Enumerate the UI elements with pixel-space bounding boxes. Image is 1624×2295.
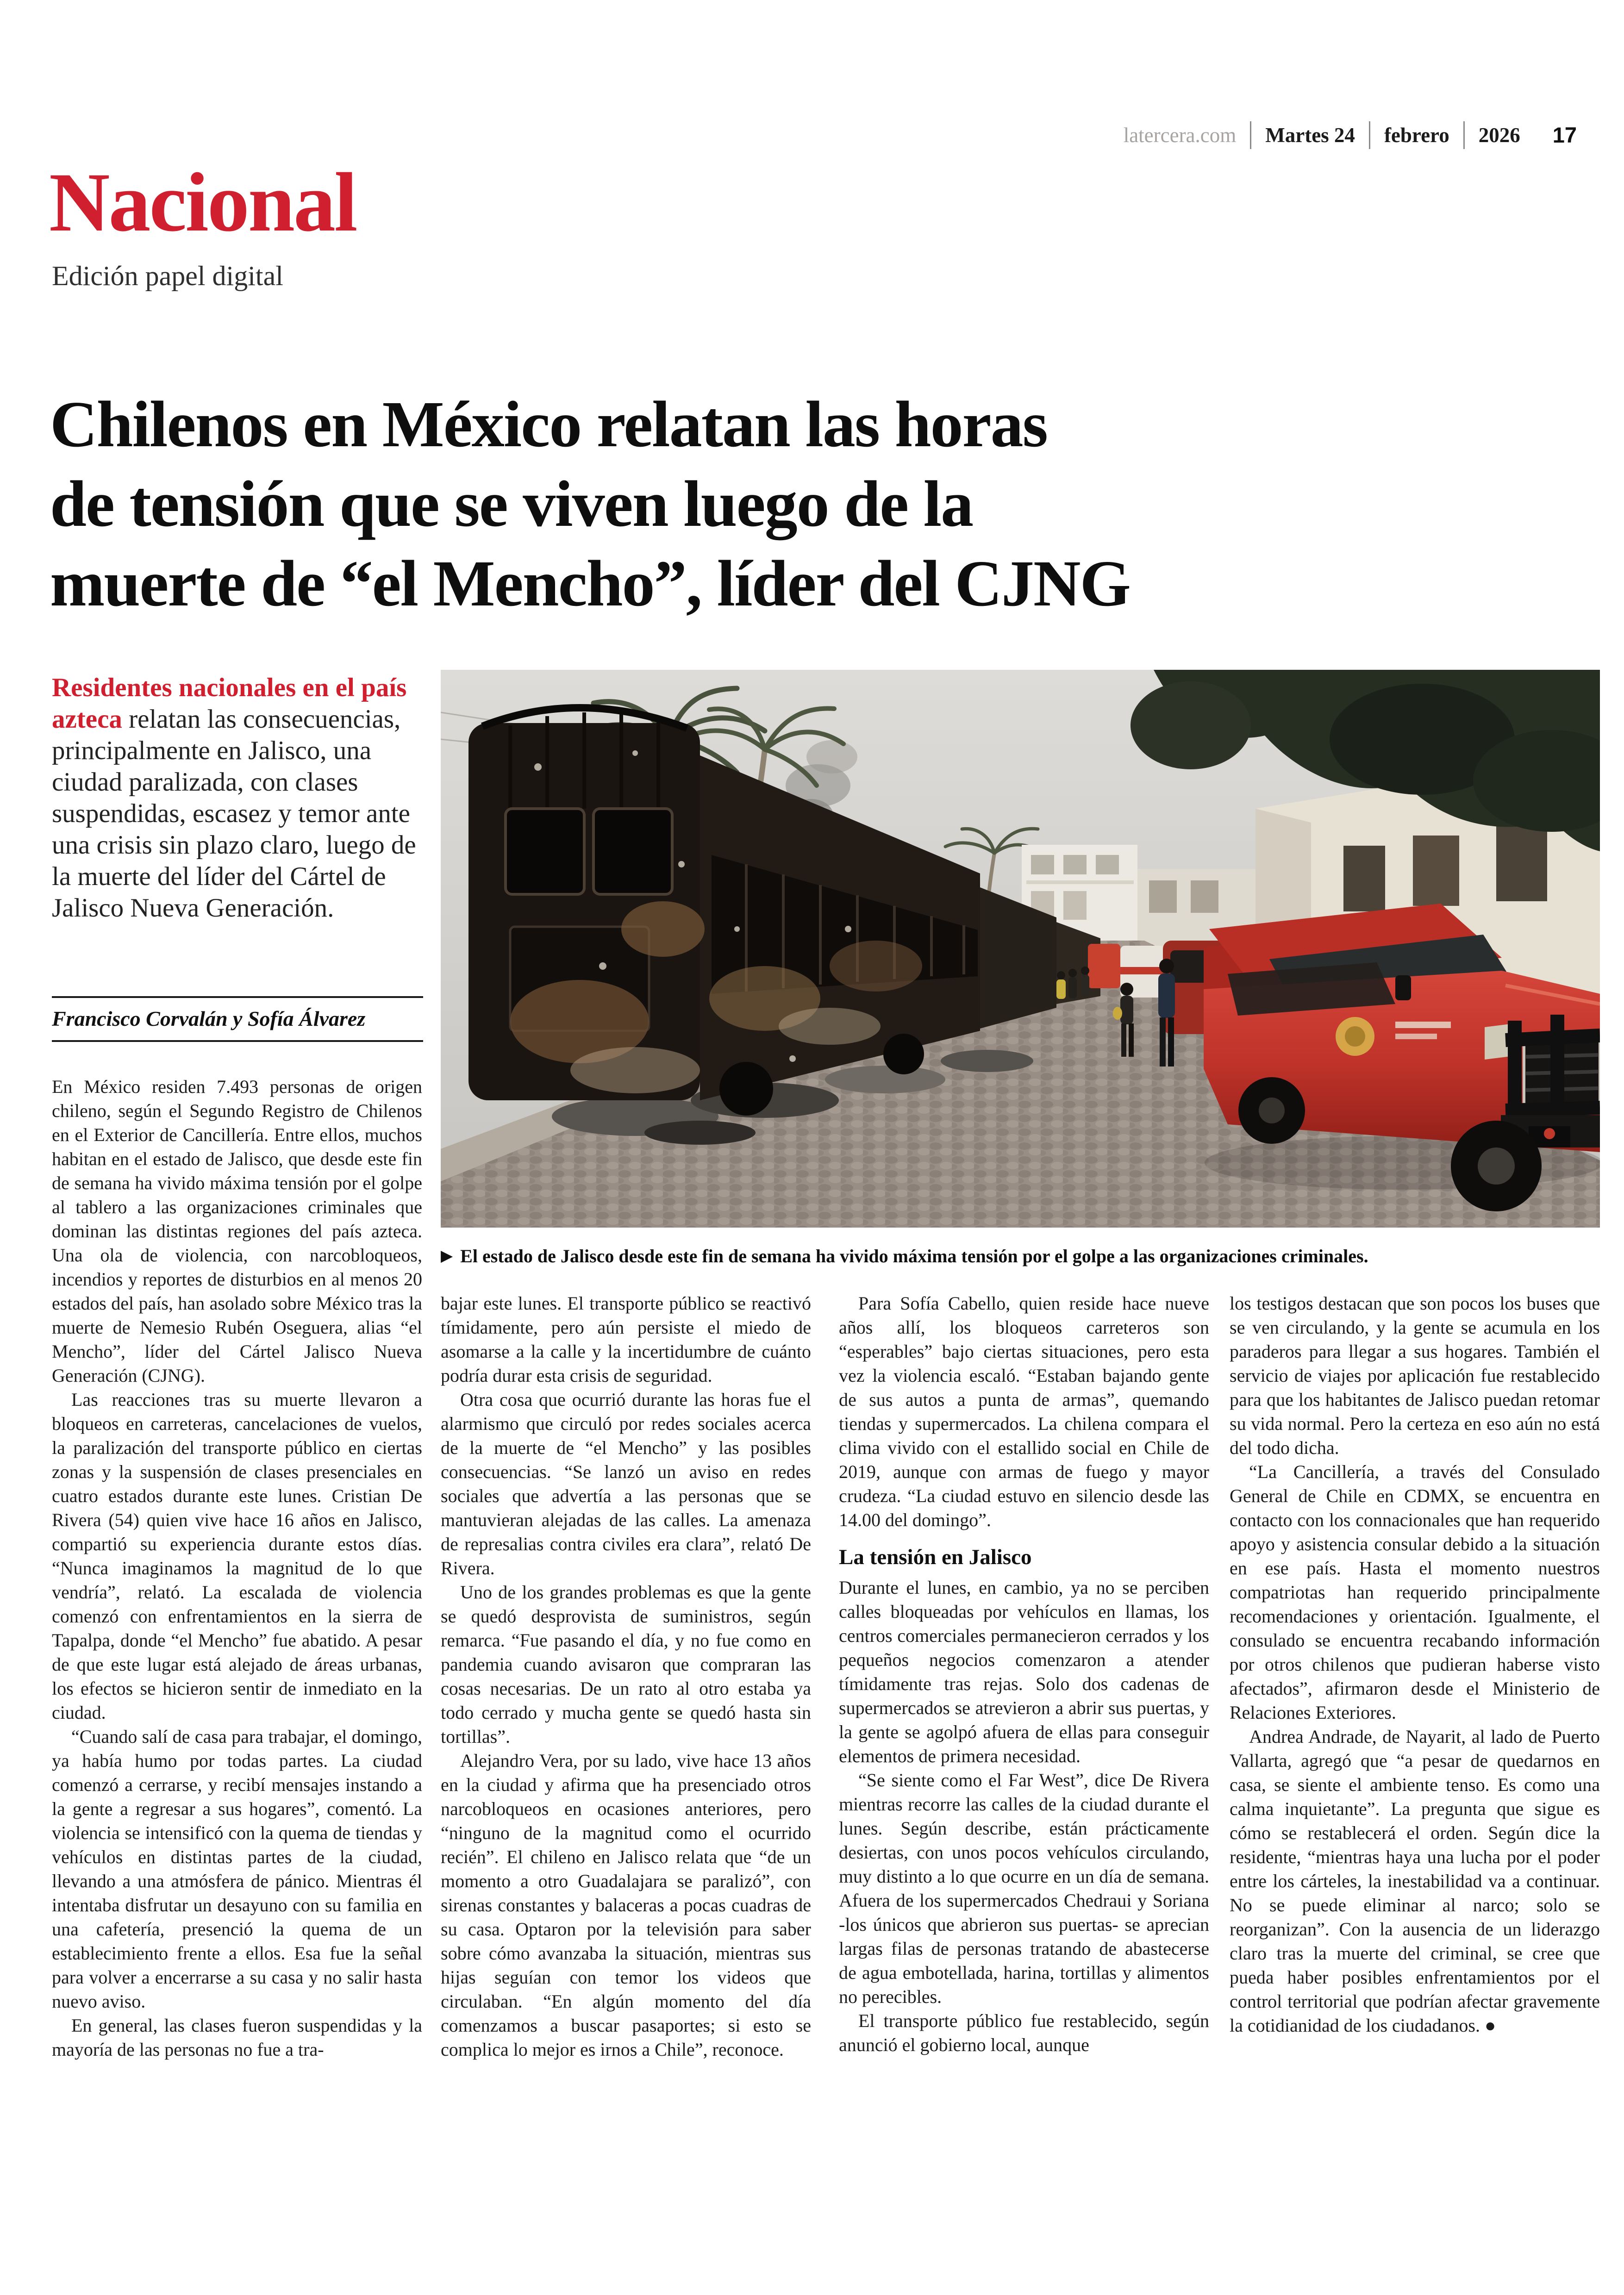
masthead-year: 2026 — [1463, 121, 1534, 149]
caption-text: El estado de Jalisco desde este fin de semana ha vivido máxima tensión por el golpe a las organizaciones criminales. — [460, 1246, 1368, 1266]
photo-illustration — [441, 670, 1600, 1228]
article-headline — [50, 384, 1476, 623]
site-url: latercera.com — [1123, 124, 1237, 147]
paragraph: Andrea Andrade, de Nayarit, al lado de Puerto Vallarta, agregó que “a pesar de quedarnos en casa, se siente el ambiente tenso. Es como una calma inquietante”. La pregunta que sigue es cómo se restablecerá el orden. Según dice la residente, “mientras haya una lucha por el poder entre los cárteles, la inestabilidad va a continuar. No se puede eliminar al narco; solo se reorganizan”. Con la ausencia de un liderazgo claro tras la muerte del criminal, se cree que pueda haber posibles enfrentamientos por el control territorial que podrían afectar gravemente la cotidianidad de los ciudadanos. ● — [1230, 1726, 1600, 2036]
headline-line-2: de tensión que se viven luego de la — [50, 467, 973, 540]
body-column-2 — [441, 1291, 811, 2062]
page-number: 17 — [1552, 123, 1577, 147]
paragraph: El transporte público fue restablecido, según anunció el gobierno local, aunque — [839, 2010, 1209, 2055]
masthead-meta — [1124, 121, 1577, 149]
paragraph: bajar este lunes. El transporte público se reactivó tímidamente, pero aún persiste el miedo de asomarse a la calle y la incertidumbre de cuánto podría durar esta crisis de seguridad. — [441, 1293, 811, 1386]
body-column-1 — [52, 1075, 422, 2062]
paragraph: “Se siente como el Far West”, dice De Rivera mientras recorre las calles de la ciudad durante el lunes. Según describe, están prácticamente desiertas, con unos pocos vehículos circulando, muy distinto a lo que ocurre en un día de semana. Afuera de los supermercados Chedraui y Soriana -los únicos que abrieron sus puertas- se aprecian largas filas de personas tratando de abastecerse de agua embotellada, harina, tortillas y alimentos no perecibles. — [839, 1770, 1209, 2007]
section-title: Nacional — [49, 156, 356, 249]
article-lede — [52, 672, 431, 924]
headline-line-1: Chilenos en México relatan las horas — [50, 387, 1047, 461]
paragraph: “Cuando salí de casa para trabajar, el domingo, ya había humo por todas partes. La ciudad comenzó a cerrarse, y recibí mensajes instando a la gente a regresar a sus hogares”, comentó. La violencia se intensificó con la quema de tiendas y vehículos en distintas partes de la ciudad, llevando a una atmósfera de pánico. Mientras él intentaba disfrutar un desayuno con su familia en una cafetería, presenció la quema de un establecimiento frente a ellos. Esa fue la señal para volver a encerrarse a su casa y no salir hasta nuevo aviso. — [52, 1726, 422, 2012]
paragraph: Las reacciones tras su muerte llevaron a bloqueos en carreteras, cancelaciones de vuelos, la paralización del transporte público en ciertas zonas y la suspensión de clases presenciales en cuatro estados durante este lunes. Cristian De Rivera (54) quien vive hace 16 años en Jalisco, compartió su experiencia durante estos días. “Nunca imaginamos la magnitud de lo que vendría”, relató. La escalada de violencia comenzó con enfrentamientos en la sierra de Tapalpa, donde “el Mencho” fue abatido. A pesar de que este lugar está alejado de áreas urbanas, los efectos se hicieron sentir de inmediato en la ciudad. — [52, 1389, 422, 1723]
caption-arrow-icon: ▶ — [441, 1247, 453, 1265]
photo-caption — [441, 1244, 1600, 1270]
paragraph: En México residen 7.493 personas de origen chileno, según el Segundo Registro de Chilenos en el Exterior de Cancillería. Entre ellos, muchos habitan en el estado de Jalisco, que desde este fin de semana ha vivido máxima tensión por el golpe al tablero a las organizaciones criminales que dominan las distintas regiones del país azteca. Una ola de violencia, con narcobloqueos, incendios y reportes de disturbios en al menos 20 estados del país, han asolado sobre México tras la muerte de Nemesio Rubén Oseguera, alias “el Mencho”, líder del Cártel Jalisco Nueva Generación (CJNG). — [52, 1076, 422, 1386]
paragraph: Para Sofía Cabello, quien reside hace nueve años allí, los bloqueos carreteros son “esperables” bajo ciertas situaciones, pero esta vez la violencia escaló. “Estaban bajando gente de sus autos a punta de armas”, quemando tiendas y supermercados. La chilena compara el clima vivido con el estallido social en Chile de 2019, aunque con armas de fuego y mayor crudeza. “La ciudad estuvo en silencio desde las 14.00 del domingo”. — [839, 1293, 1209, 1530]
body-column-3 — [839, 1291, 1209, 2057]
byline: Francisco Corvalán y Sofía Álvarez — [52, 996, 423, 1042]
masthead-month: febrero — [1369, 121, 1463, 149]
lede-highlight: Residentes nacionales en el país azteca — [52, 673, 407, 734]
paragraph: Durante el lunes, en cambio, ya no se perciben calles bloqueadas por vehículos en llamas, los centros comerciales permanecieron cerrados y los pequeños negocios comenzaron a atender tímidamente tras rejas. Solo dos cadenas de supermercados se atrevieron a abrir sus puertas, y la gente se agolpó afuera de ellas para conseguir elementos de primera necesidad. — [839, 1577, 1209, 1766]
paragraph: Otra cosa que ocurrió durante las horas fue el alarmismo que circuló por redes sociales acerca de la muerte de “el Mencho” y las posibles consecuencias. “Se lanzó un aviso en redes sociales que advertía a las personas que se mantuvieran alejadas de las calles. La amenaza de represalias contra civiles era clara”, relató De Rivera. — [441, 1389, 811, 1578]
paragraph: “La Cancillería, a través del Consulado General de Chile en CDMX, se encuentra en contacto con los connacionales que han requerido apoyo y asistencia consular debido a la situación en ese país. Hasta el momento nuestros compatriotas han requerido principalmente recomendaciones y orientación. Igualmente, el consulado se encuentra recabando información por otros chilenos que pudieran haberse visto afectados”, afirmaron desde el Ministerio de Relaciones Exteriores. — [1230, 1461, 1600, 1723]
news-photo — [441, 670, 1600, 1228]
body-column-4 — [1230, 1291, 1600, 2038]
headline-line-3: muerte de “el Mencho”, líder del CJNG — [50, 547, 1130, 620]
paragraph: En general, las clases fueron suspendidas y la mayoría de las personas no fue a tra- — [52, 2015, 422, 2060]
paragraph: Uno de los grandes problemas es que la gente se quedó desprovista de suministros, según remarca. “Fue pasando el día, y no fue como en pandemia cuando avisaron que compraran las cosas necesarias. De un rato al otro estaba ya todo cerrado y mucha gente se quedó hasta sin tortillas”. — [441, 1582, 811, 1747]
masthead-day: Martes 24 — [1250, 121, 1369, 149]
edition-label: Edición papel digital — [52, 261, 283, 291]
paragraph: Alejandro Vera, por su lado, vive hace 13 años en la ciudad y afirma que ha presenciado otros narcobloqueos en ocasiones anteriores, pero “ninguno de la magnitud como el ocurrido recién”. El chileno en Jalisco relata que “de un momento a otro Guadalajara se paralizó”, con sirenas constantes y balaceras a pocas cuadras de su casa. Optaron por la televisión para saber sobre cómo avanzaba la situación, mientras sus hijas seguían con temor los videos que circulaban. “En algún momento del día comenzamos a buscar pasaportes; si esto se complica lo mejor es irnos a Chile”, reconoce. — [441, 1750, 811, 2060]
paragraph: los testigos destacan que son pocos los buses que se ven circulando, y la gente se acumula en los paraderos para llegar a sus hogares. También el servicio de viajes por aplicación fue restablecido para que los habitantes de Jalisco puedan retomar su vida normal. Pero la certeza en eso aún no está del todo dicha. — [1230, 1293, 1600, 1458]
article-subhead: La tensión en Jalisco — [839, 1545, 1032, 1569]
lede-text: relatan las consecuencias, principalmente en Jalisco, una ciudad paralizada, con clases suspendidas, escasez y temor ante una crisis sin plazo claro, luego de la muerte del líder del Cártel de Jalisco Nueva Generación. — [52, 705, 416, 923]
